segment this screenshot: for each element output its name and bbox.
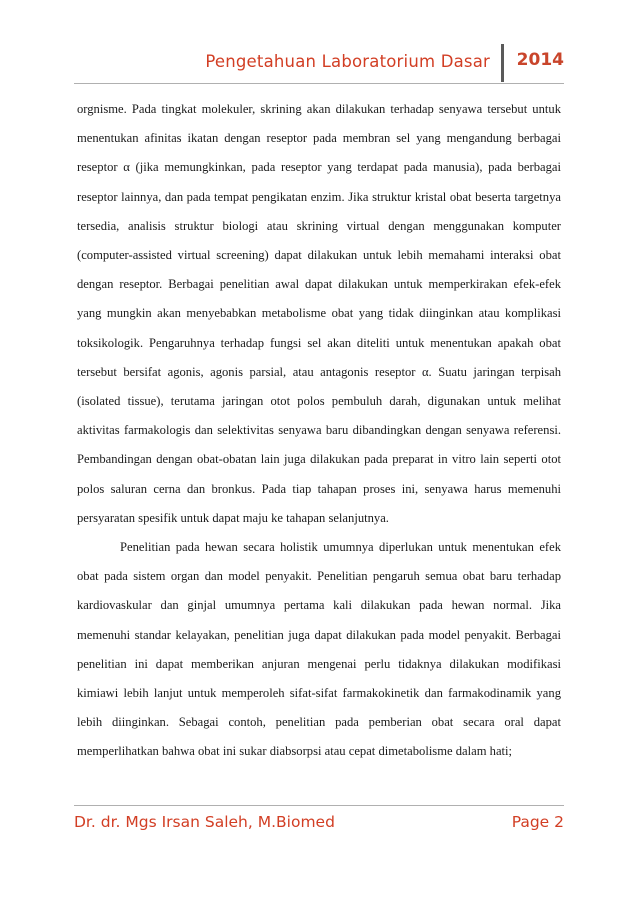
document-body: [77, 95, 561, 767]
header-divider: [501, 44, 504, 82]
header-rule: [74, 83, 564, 84]
paragraph-1: orgnisme. Pada tingkat molekuler, skrining akan dilakukan terhadap senyawa tersebut untuk menentukan afinitas ikatan dengan reseptor pada membran sel yang mengandung berbagai reseptor α (jika memungkinkan, pada reseptor yang terdapat pada manusia), pada berbagai reseptor lainnya, dan pada tempat pengikatan enzim. Jika struktur kristal obat beserta targetnya tersedia, analisis struktur biologi atau skrining virtual dengan menggunakan komputer (computer-assisted virtual screening) dapat dilakukan untuk lebih memahami interaksi obat dengan reseptor. Berbagai penelitian awal dapat dilakukan untuk memperkirakan efek-efek yang mungkin akan menyebabkan metabolisme obat yang tidak diinginkan atau komplikasi toksikologik. Pengaruhnya terhadap fungsi sel akan diteliti untuk menentukan apakah obat tersebut bersifat agonis, agonis parsial, atau antagonis reseptor α. Suatu jaringan terpisah (isolated tissue), terutama jaringan otot polos pembuluh darah, digunakan untuk melihat aktivitas farmakologis dan selektivitas senyawa baru dibandingkan dengan senyawa referensi. Pembandingan dengan obat-obatan lain juga dilakukan pada preparat in vitro lain seperti otot polos saluran cerna dan bronkus. Pada tiap tahapan proses ini, senyawa harus memenuhi persyaratan spesifik untuk dapat maju ke tahapan selanjutnya.: [77, 102, 561, 525]
page-header: [74, 44, 564, 84]
header-title: Pengetahuan Laboratorium Dasar: [205, 52, 490, 71]
footer-rule: [74, 805, 564, 806]
header-year: 2014: [516, 50, 564, 70]
paragraph-2: Penelitian pada hewan secara holistik umumnya diperlukan untuk menentukan efek obat pada sistem organ dan model penyakit. Penelitian pengaruh semua obat baru terhadap kardiovaskular dan ginjal umumnya pertama kali dilakukan pada hewan normal. Jika memenuhi standar kelayakan, penelitian juga dapat dilakukan pada model penyakit. Berbagai penelitian ini dapat memberikan anjuran mengenai perlu tidaknya dilakukan modifikasi kimiawi lebih lanjut untuk memperoleh sifat-sifat farmakokinetik dan farmakodinamik yang lebih diinginkan. Sebagai contoh, penelitian pada pemberian obat secara oral dapat memperlihatkan bahwa obat ini sukar diabsorpsi atau cepat dimetabolisme dalam hati;: [77, 540, 561, 759]
page-footer: [74, 805, 564, 845]
footer-author: Dr. dr. Mgs Irsan Saleh, M.Biomed: [74, 813, 335, 831]
page-number: Page 2: [511, 813, 564, 831]
